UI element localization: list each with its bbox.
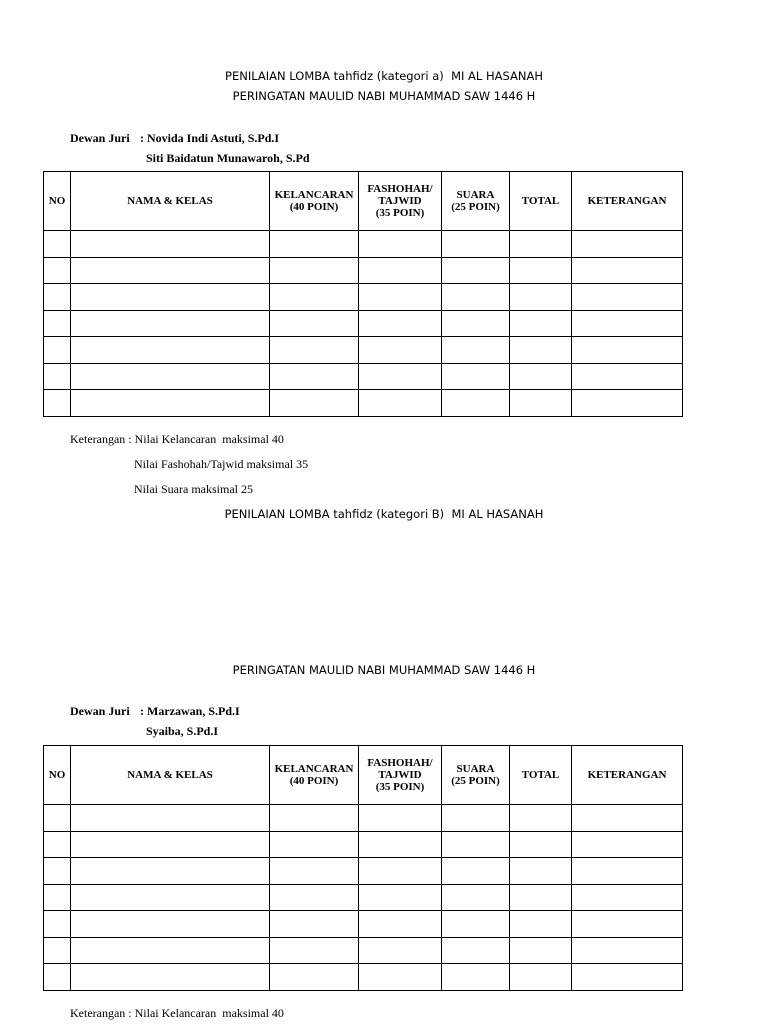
table-row	[44, 831, 683, 858]
table-cell[interactable]	[270, 363, 359, 390]
table-cell[interactable]	[44, 337, 71, 364]
table-cell[interactable]	[270, 337, 359, 364]
table-cell[interactable]	[359, 964, 442, 991]
juri-label: Dewan Juri	[70, 704, 130, 718]
table-row	[44, 964, 683, 991]
juri-a-name-2: Siti Baidatun Munawaroh, S.Pd	[146, 151, 310, 165]
table-cell[interactable]	[510, 937, 572, 964]
title-b-line2: PERINGATAN MAULID NABI MUHAMMAD SAW 1446 H	[232, 663, 536, 677]
table-cell[interactable]	[71, 884, 270, 911]
table-header-row	[44, 746, 683, 805]
table-body-a	[44, 231, 683, 417]
title-b-line1: PENILAIAN LOMBA tahfidz (kategori B) MI AL HASANAH	[224, 507, 544, 521]
table-cell[interactable]	[270, 310, 359, 337]
table-cell[interactable]	[510, 363, 572, 390]
table-cell[interactable]	[510, 337, 572, 364]
table-cell[interactable]	[442, 231, 510, 258]
table-cell[interactable]	[510, 858, 572, 885]
table-cell[interactable]	[442, 805, 510, 832]
table-cell[interactable]	[572, 805, 683, 832]
table-cell[interactable]	[71, 231, 270, 258]
table-row	[44, 858, 683, 885]
col-suara: SUARA (25 POIN)	[442, 746, 510, 805]
col-fashohah: FASHOHAH/ TAJWID (35 POIN)	[359, 172, 442, 231]
table-cell[interactable]	[510, 310, 572, 337]
table-header-row	[44, 172, 683, 231]
table-cell[interactable]	[442, 284, 510, 311]
table-cell[interactable]	[270, 858, 359, 885]
col-no: NO	[44, 172, 71, 231]
table-cell[interactable]	[572, 231, 683, 258]
table-cell[interactable]	[270, 257, 359, 284]
table-cell[interactable]	[442, 937, 510, 964]
title-a-line1: PENILAIAN LOMBA tahfidz (kategori a) MI AL HASANAH	[225, 69, 543, 83]
table-cell[interactable]	[442, 831, 510, 858]
table-cell[interactable]	[572, 937, 683, 964]
table-row	[44, 937, 683, 964]
table-cell[interactable]	[359, 884, 442, 911]
juri-b-name-2: Syaiba, S.Pd.I	[146, 724, 219, 738]
table-row	[44, 310, 683, 337]
table-row	[44, 805, 683, 832]
table-cell[interactable]	[44, 964, 71, 991]
table-cell[interactable]	[359, 937, 442, 964]
table-cell[interactable]	[44, 805, 71, 832]
table-cell[interactable]	[71, 284, 270, 311]
table-cell[interactable]	[44, 284, 71, 311]
table-cell[interactable]	[442, 257, 510, 284]
table-cell[interactable]	[359, 911, 442, 938]
table-cell[interactable]	[442, 911, 510, 938]
table-cell[interactable]	[510, 805, 572, 832]
table-cell[interactable]	[359, 257, 442, 284]
table-row	[44, 231, 683, 258]
table-cell[interactable]	[572, 884, 683, 911]
table-cell[interactable]	[71, 858, 270, 885]
table-cell[interactable]	[572, 911, 683, 938]
table-cell[interactable]	[71, 390, 270, 417]
score-table-b	[43, 745, 683, 991]
col-suara: SUARA (25 POIN)	[442, 172, 510, 231]
col-total: TOTAL	[510, 172, 572, 231]
table-cell[interactable]	[71, 937, 270, 964]
table-cell[interactable]	[44, 257, 71, 284]
table-cell[interactable]	[572, 858, 683, 885]
col-fashohah: FASHOHAH/ TAJWID (35 POIN)	[359, 746, 442, 805]
table-cell[interactable]	[44, 911, 71, 938]
note-b-1: Keterangan : Nilai Kelancaran maksimal 40	[70, 1006, 284, 1020]
table-cell[interactable]	[71, 337, 270, 364]
table-cell[interactable]	[270, 911, 359, 938]
table-row	[44, 390, 683, 417]
table-cell[interactable]	[510, 390, 572, 417]
table-cell[interactable]	[270, 284, 359, 311]
juri-label: Dewan Juri	[70, 131, 130, 145]
table-cell[interactable]	[44, 884, 71, 911]
juri-b-name-1: : Marzawan, S.Pd.I	[140, 704, 240, 718]
table-cell[interactable]	[572, 363, 683, 390]
table-cell[interactable]	[572, 964, 683, 991]
table-cell[interactable]	[510, 257, 572, 284]
table-cell[interactable]	[71, 911, 270, 938]
table-cell[interactable]	[572, 390, 683, 417]
table-cell[interactable]	[442, 310, 510, 337]
table-cell[interactable]	[44, 858, 71, 885]
table-cell[interactable]	[44, 363, 71, 390]
col-total: TOTAL	[510, 746, 572, 805]
note-a-1: Keterangan : Nilai Kelancaran maksimal 40	[70, 432, 284, 446]
table-cell[interactable]	[359, 231, 442, 258]
table-cell[interactable]	[270, 390, 359, 417]
table-cell[interactable]	[572, 831, 683, 858]
juri-b-line1	[70, 704, 240, 718]
table-cell[interactable]	[510, 964, 572, 991]
table-row	[44, 257, 683, 284]
table-cell[interactable]	[270, 964, 359, 991]
table-cell[interactable]	[442, 363, 510, 390]
table-cell[interactable]	[359, 805, 442, 832]
col-kelancaran: KELANCARAN (40 POIN)	[270, 746, 359, 805]
table-cell[interactable]	[442, 337, 510, 364]
table-cell[interactable]	[572, 257, 683, 284]
table-cell[interactable]	[442, 858, 510, 885]
table-cell[interactable]	[442, 390, 510, 417]
col-no: NO	[44, 746, 71, 805]
note-a-2: Nilai Fashohah/Tajwid maksimal 35	[134, 457, 309, 471]
table-cell[interactable]	[71, 363, 270, 390]
table-cell[interactable]	[359, 831, 442, 858]
table-cell[interactable]	[359, 310, 442, 337]
note-a-3: Nilai Suara maksimal 25	[134, 482, 253, 496]
table-cell[interactable]	[572, 310, 683, 337]
table-cell[interactable]	[44, 390, 71, 417]
table-cell[interactable]	[71, 310, 270, 337]
table-cell[interactable]	[359, 390, 442, 417]
table-cell[interactable]	[572, 337, 683, 364]
table-cell[interactable]	[71, 964, 270, 991]
table-cell[interactable]	[44, 310, 71, 337]
table-cell[interactable]	[510, 911, 572, 938]
table-row	[44, 884, 683, 911]
table-cell[interactable]	[270, 805, 359, 832]
table-row	[44, 337, 683, 364]
table-row	[44, 363, 683, 390]
table-cell[interactable]	[71, 805, 270, 832]
table-cell[interactable]	[359, 284, 442, 311]
title-a-line2: PERINGATAN MAULID NABI MUHAMMAD SAW 1446 H	[232, 89, 536, 103]
table-cell[interactable]	[359, 337, 442, 364]
table-cell[interactable]	[510, 884, 572, 911]
col-keterangan: KETERANGAN	[572, 172, 683, 231]
table-cell[interactable]	[44, 831, 71, 858]
col-nama-kelas: NAMA & KELAS	[71, 746, 270, 805]
table-row	[44, 284, 683, 311]
table-cell[interactable]	[270, 231, 359, 258]
table-cell[interactable]	[442, 964, 510, 991]
col-kelancaran: KELANCARAN (40 POIN)	[270, 172, 359, 231]
table-cell[interactable]	[359, 858, 442, 885]
table-cell[interactable]	[572, 284, 683, 311]
table-body-b	[44, 805, 683, 991]
table-cell[interactable]	[359, 363, 442, 390]
table-cell[interactable]	[510, 831, 572, 858]
table-cell[interactable]	[71, 831, 270, 858]
table-cell[interactable]	[270, 831, 359, 858]
score-table-a	[43, 171, 683, 417]
table-cell[interactable]	[510, 231, 572, 258]
juri-a-name-1: : Novida Indi Astuti, S.Pd.I	[140, 131, 280, 145]
juri-a-line1	[70, 131, 279, 145]
table-cell[interactable]	[442, 884, 510, 911]
table-cell[interactable]	[270, 937, 359, 964]
col-nama-kelas: NAMA & KELAS	[71, 172, 270, 231]
table-cell[interactable]	[71, 257, 270, 284]
table-row	[44, 911, 683, 938]
col-keterangan: KETERANGAN	[572, 746, 683, 805]
table-cell[interactable]	[44, 231, 71, 258]
table-cell[interactable]	[510, 284, 572, 311]
table-cell[interactable]	[44, 937, 71, 964]
table-cell[interactable]	[270, 884, 359, 911]
